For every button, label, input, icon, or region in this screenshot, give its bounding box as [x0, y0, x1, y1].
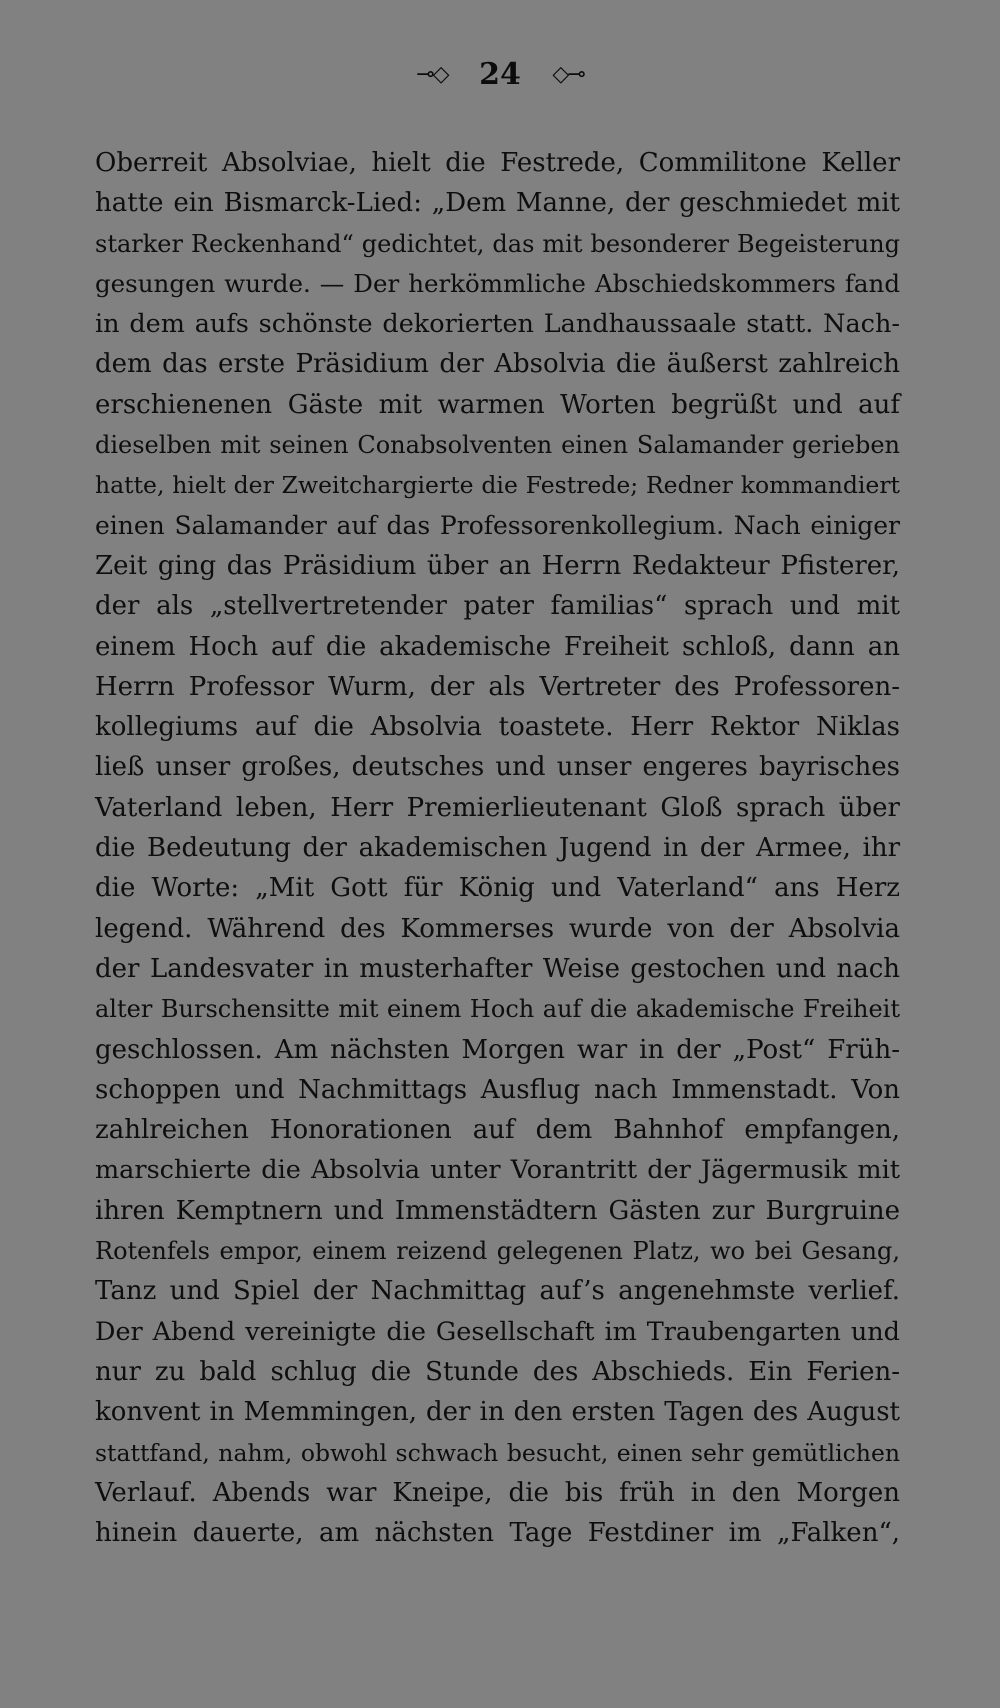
right-ornament: ◇⊸: [552, 62, 584, 87]
text-line: Der Abend vereinigte die Gesellschaft im Traubengarten und: [95, 1316, 900, 1347]
text-line: gesungen wurde. — Der herkömmliche Abschiedskommers fand: [95, 268, 900, 298]
text-line: stattfand, nahm, obwohl schwach besucht, einen sehr gemütlichen: [95, 1438, 900, 1467]
text-line: Herrn Professor Wurm, der als Vertreter des Professoren-: [95, 671, 900, 702]
text-line: Oberreit Absolviae, hielt die Festrede, Commilitone Keller: [95, 148, 900, 178]
text-line: hatte, hielt der Zweitchargierte die Festrede; Redner kommandiert: [95, 471, 900, 500]
text-line: alter Burschensitte mit einem Hoch auf die akademische Freiheit: [95, 995, 900, 1024]
text-line: geschlossen. Am nächsten Morgen war in der „Post“ Früh-: [95, 1034, 900, 1065]
text-line: einem Hoch auf die akademische Freiheit schloß, dann an: [95, 631, 900, 662]
text-line: einen Salamander auf das Professorenkollegium. Nach einiger: [95, 510, 900, 540]
page-body-text: [95, 143, 900, 1553]
text-line: der als „stellvertretender pater familias“ sprach und mit: [95, 591, 900, 622]
text-line: der Landesvater in musterhafter Weise gestochen und nach: [95, 953, 900, 984]
text-line: kollegiums auf die Absolvia toastete. Herr Rektor Niklas: [95, 712, 900, 743]
text-line: legend. Während des Kommerses wurde von der Absolvia: [95, 913, 900, 944]
text-line: marschierte die Absolvia unter Vorantritt der Jägermusik mit: [95, 1155, 900, 1186]
text-line: Verlauf. Abends war Kneipe, die bis früh in den Morgen: [95, 1477, 900, 1508]
text-line: dem das erste Präsidium der Absolvia die äußerst zahlreich: [95, 349, 900, 380]
text-line: ihren Kemptnern und Immenstädtern Gästen zur Burgruine: [95, 1195, 900, 1226]
text-line: in dem aufs schönste dekorierten Landhaussaale statt. Nach-: [95, 309, 900, 340]
text-line: schoppen und Nachmittags Ausflug nach Immenstadt. Von: [95, 1074, 900, 1105]
text-line: hatte ein Bismarck-Lied: „Dem Manne, der geschmiedet mit: [95, 188, 900, 219]
text-line: ließ unser großes, deutsches und unser engeres bayrisches: [95, 752, 900, 783]
page-number: 24: [479, 57, 521, 92]
text-line: konvent in Memmingen, der in den ersten Tagen des August: [95, 1397, 900, 1428]
text-line: hinein dauerte, am nächsten Tage Festdiner im „Falken“,: [95, 1518, 900, 1549]
text-line: Zeit ging das Präsidium über an Herrn Redakteur Pfisterer,: [95, 550, 900, 581]
text-line: Tanz und Spiel der Nachmittag auf’s angenehmste verlief.: [95, 1276, 900, 1307]
text-line: zahlreichen Honorationen auf dem Bahnhof empfangen,: [95, 1115, 900, 1146]
text-line: dieselben mit seinen Conabsolventen einen Salamander gerieben: [95, 431, 900, 460]
page-header: [0, 52, 1000, 97]
text-line: nur zu bald schlug die Stunde des Abschieds. Ein Ferien-: [95, 1356, 900, 1387]
left-ornament: ⊸◇: [416, 62, 448, 87]
text-line: die Worte: „Mit Gott für König und Vaterland“ ans Herz: [95, 873, 900, 904]
text-line: Vaterland leben, Herr Premierlieutenant Gloß sprach über: [95, 792, 900, 823]
text-line: starker Reckenhand“ gedichtet, das mit besonderer Begeisterung: [95, 229, 900, 258]
text-line: Rotenfels empor, einem reizend gelegenen Platz, wo bei Gesang,: [95, 1237, 900, 1266]
text-line: die Bedeutung der akademischen Jugend in der Armee, ihr: [95, 833, 900, 864]
text-line: erschienenen Gäste mit warmen Worten begrüßt und auf: [95, 389, 900, 420]
